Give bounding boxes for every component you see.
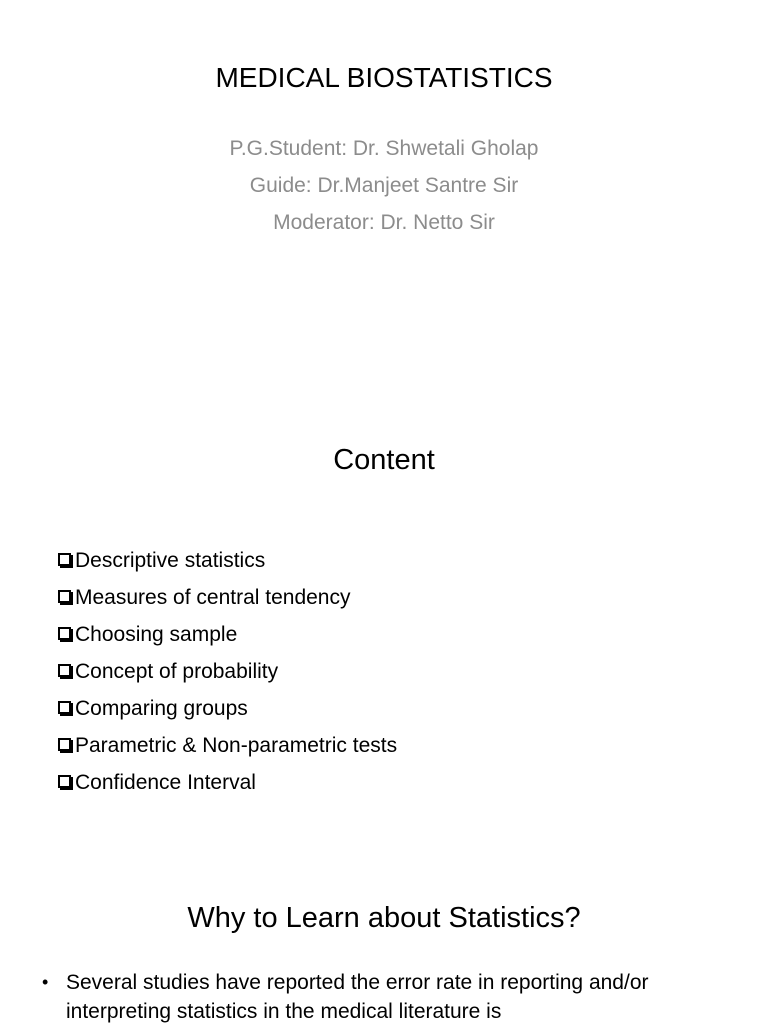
list-item-label: Confidence Interval	[75, 771, 256, 794]
slide-content	[0, 384, 768, 864]
bullet-dot-icon: •	[42, 972, 49, 992]
list-item	[58, 542, 397, 579]
student-line: P.G.Student: Dr. Shwetali Gholap	[229, 137, 539, 160]
bullet-list	[42, 968, 682, 1024]
list-item-label: Concept of probability	[75, 660, 279, 683]
list-item-label: Measures of central tendency	[75, 586, 351, 609]
list-item-label: Comparing groups	[75, 697, 248, 720]
list-item	[58, 727, 397, 764]
checkbox-icon	[58, 590, 71, 603]
slide-2-title: Content	[333, 444, 435, 476]
checkbox-icon	[58, 627, 71, 640]
checkbox-icon	[58, 738, 71, 751]
checkbox-icon	[58, 775, 71, 788]
slide-why-statistics	[0, 864, 768, 1024]
slide-1-title: MEDICAL BIOSTATISTICS	[215, 62, 553, 93]
list-item-label: Descriptive statistics	[75, 549, 266, 572]
list-item-label: Choosing sample	[75, 623, 238, 646]
checkbox-icon	[58, 701, 71, 714]
slide-1-subtitle	[0, 130, 768, 241]
bullet-item	[42, 968, 682, 1024]
checkbox-icon	[58, 664, 71, 677]
bullet-text: Several studies have reported the error rate in reporting and/or interpreting statistics in the medical literature is	[66, 971, 649, 1023]
checkbox-icon	[58, 553, 71, 566]
list-item	[58, 579, 397, 616]
guide-line: Guide: Dr.Manjeet Santre Sir	[249, 174, 519, 197]
list-item	[58, 653, 397, 690]
moderator-line: Moderator: Dr. Netto Sir	[273, 211, 495, 234]
list-item-label: Parametric & Non-parametric tests	[75, 734, 398, 757]
slide-title	[0, 0, 768, 384]
list-item	[58, 764, 397, 801]
list-item	[58, 616, 397, 653]
content-list	[58, 542, 397, 801]
slide-3-title: Why to Learn about Statistics?	[187, 902, 581, 934]
list-item	[58, 690, 397, 727]
